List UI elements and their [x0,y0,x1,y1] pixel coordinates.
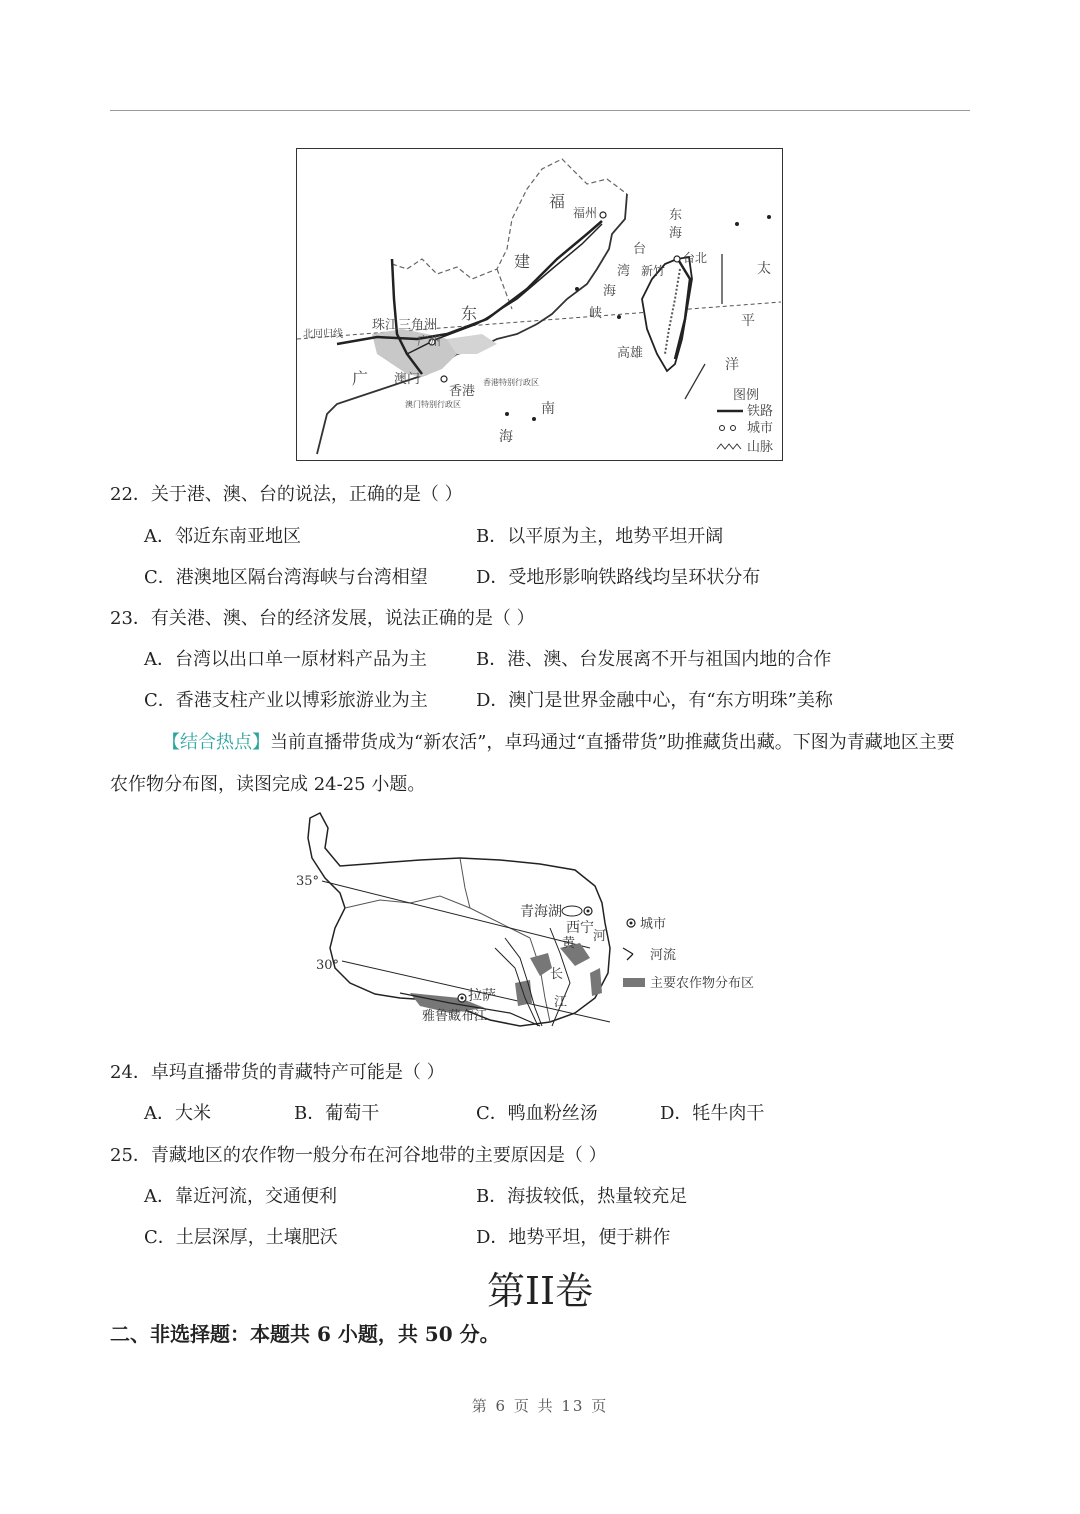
hot-topic-tag: 【结合热点】 [162,732,270,753]
map2-legend-river: 河流 [650,948,677,963]
map2-label-qinghai-lake: 青海湖 [520,904,562,920]
q25-stem: 25．青藏地区的农作物一般分布在河谷地带的主要原因是（ ） [110,1145,607,1166]
map1-label: 福州 [573,206,598,220]
map2-label-he: 河 [593,929,607,944]
q22-stem: 22．关于港、澳、台的说法，正确的是（ ） [110,484,463,505]
map1-label: 台 [633,242,647,257]
q24-option-b: B．葡萄干 [294,1103,380,1124]
q25-option-c: C．土层深厚，土壤肥沃 [144,1227,338,1248]
map1-label: 澳门特别行政区 [405,400,461,409]
q24-option-a: A．大米 [144,1103,211,1124]
map1-label: 太 [757,261,771,277]
map1-label: 高雄 [617,346,644,361]
map1-label: 香港 [449,384,476,399]
map1-label: 南 [541,401,555,417]
map2-legend-crop: 主要农作物分布区 [650,976,755,991]
map2-label-jiang: 江 [554,995,568,1010]
map2-legend-city: 城市 [640,917,667,932]
map1-label: 洋 [725,357,739,373]
map1-label: 广州 [417,334,442,348]
top-rule [110,110,970,111]
map1-legend-city: 城市 [747,421,774,436]
map1-label: 珠江三角洲 [372,318,438,333]
map1-label: 建 [514,252,531,271]
q23-option-d: D．澳门是世界金融中心，有“东方明珠”美称 [476,690,833,711]
map2-label-yarlung: 雅鲁藏布江 [422,1009,488,1024]
map1-legend-railway: 铁路 [747,404,774,419]
q25-option-d: D．地势平坦，便于耕作 [476,1227,671,1248]
map1-legend-title: 图例 [733,388,760,403]
map2-label-lhasa: 拉萨 [468,988,496,1004]
q22-option-a: A．邻近东南亚地区 [144,526,301,547]
map1-label: 香港特别行政区 [483,378,539,387]
map1-legend-mountain: 山脉 [747,440,774,455]
map2-label-chang: 长 [550,967,564,982]
map1-label: 澳门 [394,372,421,387]
intro-line-1: 当前直播带货成为“新农活”，卓玛通过“直播带货”助推藏货出藏。下图为青藏地区主要 [270,732,955,753]
map-hk-macao-taiwan [296,148,783,461]
map2-lat-35: 35° [296,874,320,889]
map1-label: 海 [603,284,617,299]
map1-label: 海 [499,429,513,445]
q25-option-a: A．靠近河流，交通便利 [144,1186,337,1207]
q25-option-b: B．海拔较低，热量较充足 [476,1186,688,1207]
page-footer: 第 6 页 共 13 页 [471,1397,609,1415]
map1-label: 新竹 [641,264,666,278]
map2-label-xining: 西宁 [566,920,594,936]
part-two-heading: 二、非选择题：本题共 6 小题，共 50 分。 [110,1322,500,1346]
hot-topic-paragraph [162,728,955,754]
map1-label: 东 [669,208,683,223]
q22-option-d: D．受地形影响铁路线均呈环状分布 [476,567,761,588]
q24-option-c: C．鸭血粉丝汤 [476,1103,598,1124]
map1-label: 台北 [683,251,708,265]
q24-stem: 24．卓玛直播带货的青藏特产可能是（ ） [110,1062,445,1083]
map2-label-huang: 黄 [562,936,576,951]
map1-label: 北回归线 [303,329,343,340]
q23-option-c: C．香港支柱产业以博彩旅游业为主 [144,690,428,711]
map2-lat-30: 30° [316,958,340,973]
map1-label: 湾 [617,264,631,279]
map1-label: 广 [352,369,369,388]
q22-option-c: C．港澳地区隔台湾海峡与台湾相望 [144,567,428,588]
map1-label: 峡 [589,306,603,321]
q23-option-b: B．港、澳、台发展离不开与祖国内地的合作 [476,649,832,670]
q23-option-a: A．台湾以出口单一原材料产品为主 [144,649,427,670]
q23-stem: 23．有关港、澳、台的经济发展，说法正确的是（ ） [110,608,535,629]
map1-label: 海 [669,226,683,241]
map-qinghai-tibet-crops [290,808,790,1030]
q22-option-b: B．以平原为主，地势平坦开阔 [476,526,724,547]
section-title: 第II卷 [486,1269,594,1313]
map1-label: 东 [461,304,478,323]
intro-line-2: 农作物分布图，读图完成 24-25 小题。 [110,774,426,795]
map1-label: 福 [549,192,566,211]
q24-option-d: D．牦牛肉干 [660,1103,765,1124]
map1-label: 平 [741,313,755,329]
